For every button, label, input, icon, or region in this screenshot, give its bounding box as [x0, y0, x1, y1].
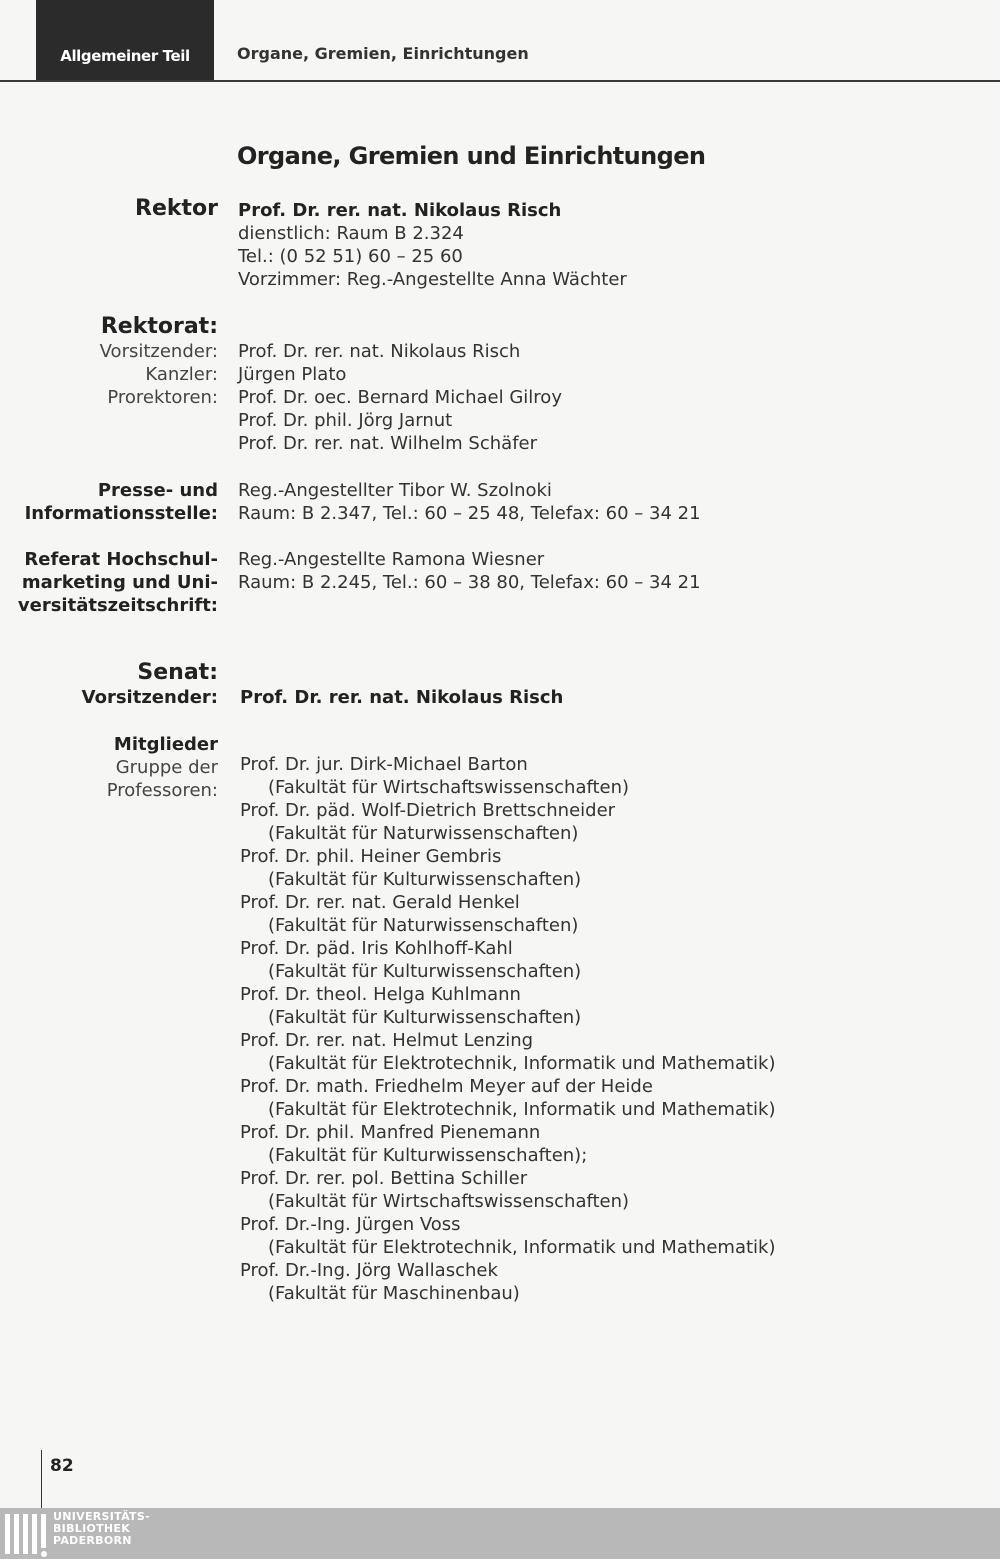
presse-label-line: Presse- und: [97, 480, 218, 501]
senat-chair-label: Vorsitzender:: [81, 687, 218, 708]
vice-rectors-list: [238, 386, 562, 455]
presse-label-line: Informationsstelle:: [24, 503, 218, 524]
rektor-office: dienstlich: Raum B 2.324: [238, 223, 464, 244]
rektor-name: Prof. Dr. rer. nat. Nikolaus Risch: [238, 200, 562, 221]
list-item: [240, 1213, 775, 1259]
library-footer: [0, 1508, 1000, 1559]
list-item: [240, 1121, 775, 1167]
section-tab: [36, 0, 214, 81]
member-name: Prof. Dr. rer. pol. Bettina Schiller: [240, 1168, 528, 1189]
senat-chair: Prof. Dr. rer. nat. Nikolaus Risch: [240, 687, 564, 708]
rektor-label: Rektor: [135, 196, 218, 221]
member-name: Prof. Dr. jur. Dirk-Michael Barton: [240, 754, 528, 775]
rektorat-heading: Rektorat:: [100, 314, 218, 339]
member-faculty: (Fakultät für Elektrotechnik, Informatik und Mathematik): [268, 1237, 776, 1258]
member-faculty: (Fakultät für Kulturwissenschaften): [268, 961, 582, 982]
member-faculty: (Fakultät für Naturwissenschaften): [268, 823, 579, 844]
presse-label: [25, 479, 218, 525]
rektor-anteroom: Vorzimmer: Reg.-Angestellte Anna Wächter: [238, 269, 627, 290]
list-item: [240, 1259, 775, 1305]
member-faculty: (Fakultät für Kulturwissenschaften): [268, 869, 582, 890]
page-title: Organe, Gremien und Einrichtungen: [237, 142, 706, 170]
referat-label-line: Referat Hochschul-: [24, 549, 218, 570]
list-item: [240, 799, 775, 845]
vice-rector: Prof. Dr. phil. Jörg Jarnut: [238, 410, 453, 431]
member-name: Prof. Dr. päd. Wolf-Dietrich Brettschneider: [240, 800, 616, 821]
referat-room: Raum: B 2.245, Tel.: 60 – 38 80, Telefax: 60 – 34 21: [238, 572, 701, 593]
library-logo-icon: [2, 1508, 52, 1559]
chapter-title: Organe, Gremien, Einrichtungen: [237, 44, 529, 63]
referat-details: [238, 548, 701, 594]
list-item: [240, 983, 775, 1029]
member-faculty: (Fakultät für Naturwissenschaften): [268, 915, 579, 936]
member-name: Prof. Dr. theol. Helga Kuhlmann: [240, 984, 521, 1005]
senat-members-list: [240, 753, 775, 1305]
referat-label: [18, 548, 218, 617]
rektor-phone: Tel.: (0 52 51) 60 – 25 60: [238, 246, 463, 267]
member-faculty: (Fakultät für Maschinenbau): [268, 1283, 520, 1304]
member-name: Prof. Dr. päd. Iris Kohlhoff-Kahl: [240, 938, 513, 959]
senat-members-label: Mitglieder: [113, 734, 218, 755]
referat-label-line: versitätszeitschrift:: [17, 595, 218, 616]
presse-contact: Reg.-Angestellter Tibor W. Szolnoki: [238, 480, 552, 501]
rektorat-chair: Prof. Dr. rer. nat. Nikolaus Risch: [238, 341, 521, 362]
list-item: [240, 845, 775, 891]
list-item: [240, 891, 775, 937]
member-name: Prof. Dr. phil. Heiner Gembris: [240, 846, 502, 867]
member-name: Prof. Dr. rer. nat. Gerald Henkel: [240, 892, 520, 913]
senat-group-label-line: Professoren:: [106, 780, 218, 801]
referat-label-line: marketing und Uni-: [21, 572, 218, 593]
section-tab-label: Allgemeiner Teil: [60, 47, 190, 65]
list-item: [240, 1167, 775, 1213]
member-faculty: (Fakultät für Wirtschaftswissenschaften): [268, 1191, 630, 1212]
member-name: Prof. Dr.-Ing. Jörg Wallaschek: [240, 1260, 498, 1281]
rektorat-chancellor-label: Kanzler:: [145, 364, 218, 385]
member-name: Prof. Dr.-Ing. Jürgen Voss: [240, 1214, 461, 1235]
header-divider: [0, 80, 1000, 82]
library-name-line: PADERBORN: [53, 1534, 132, 1547]
member-faculty: (Fakultät für Wirtschaftswissenschaften): [268, 777, 630, 798]
list-item: [240, 753, 775, 799]
list-item: [240, 937, 775, 983]
member-faculty: (Fakultät für Kulturwissenschaften): [268, 1007, 582, 1028]
library-name: [53, 1511, 150, 1547]
vice-rector: Prof. Dr. rer. nat. Wilhelm Schäfer: [238, 433, 538, 454]
rektorat-chancellor: Jürgen Plato: [238, 364, 347, 385]
vice-rector: Prof. Dr. oec. Bernard Michael Gilroy: [238, 387, 562, 408]
member-faculty: (Fakultät für Elektrotechnik, Informatik und Mathematik): [268, 1053, 776, 1074]
page-number: 82: [50, 1456, 74, 1476]
presse-details: [238, 479, 701, 525]
member-faculty: (Fakultät für Kulturwissenschaften);: [268, 1145, 588, 1166]
member-name: Prof. Dr. rer. nat. Helmut Lenzing: [240, 1030, 534, 1051]
senat-heading: Senat:: [137, 660, 218, 685]
senat-group-label-line: Gruppe der: [115, 757, 218, 778]
rektorat-vice-label: Prorektoren:: [107, 387, 218, 408]
page-number-rule: [41, 1450, 42, 1508]
rektorat-chair-label: Vorsitzender:: [99, 341, 218, 362]
presse-room: Raum: B 2.347, Tel.: 60 – 25 48, Telefax: 60 – 34 21: [238, 503, 701, 524]
list-item: [240, 1029, 775, 1075]
senat-group-label: [107, 756, 218, 802]
member-faculty: (Fakultät für Elektrotechnik, Informatik und Mathematik): [268, 1099, 776, 1120]
member-name: Prof. Dr. math. Friedhelm Meyer auf der Heide: [240, 1076, 653, 1097]
library-name-line: BIBLIOTHEK: [53, 1522, 131, 1535]
referat-contact: Reg.-Angestellte Ramona Wiesner: [238, 549, 545, 570]
library-name-line: UNIVERSITÄTS-: [53, 1510, 150, 1523]
member-name: Prof. Dr. phil. Manfred Pienemann: [240, 1122, 541, 1143]
rektor-details: [238, 222, 627, 291]
list-item: [240, 1075, 775, 1121]
